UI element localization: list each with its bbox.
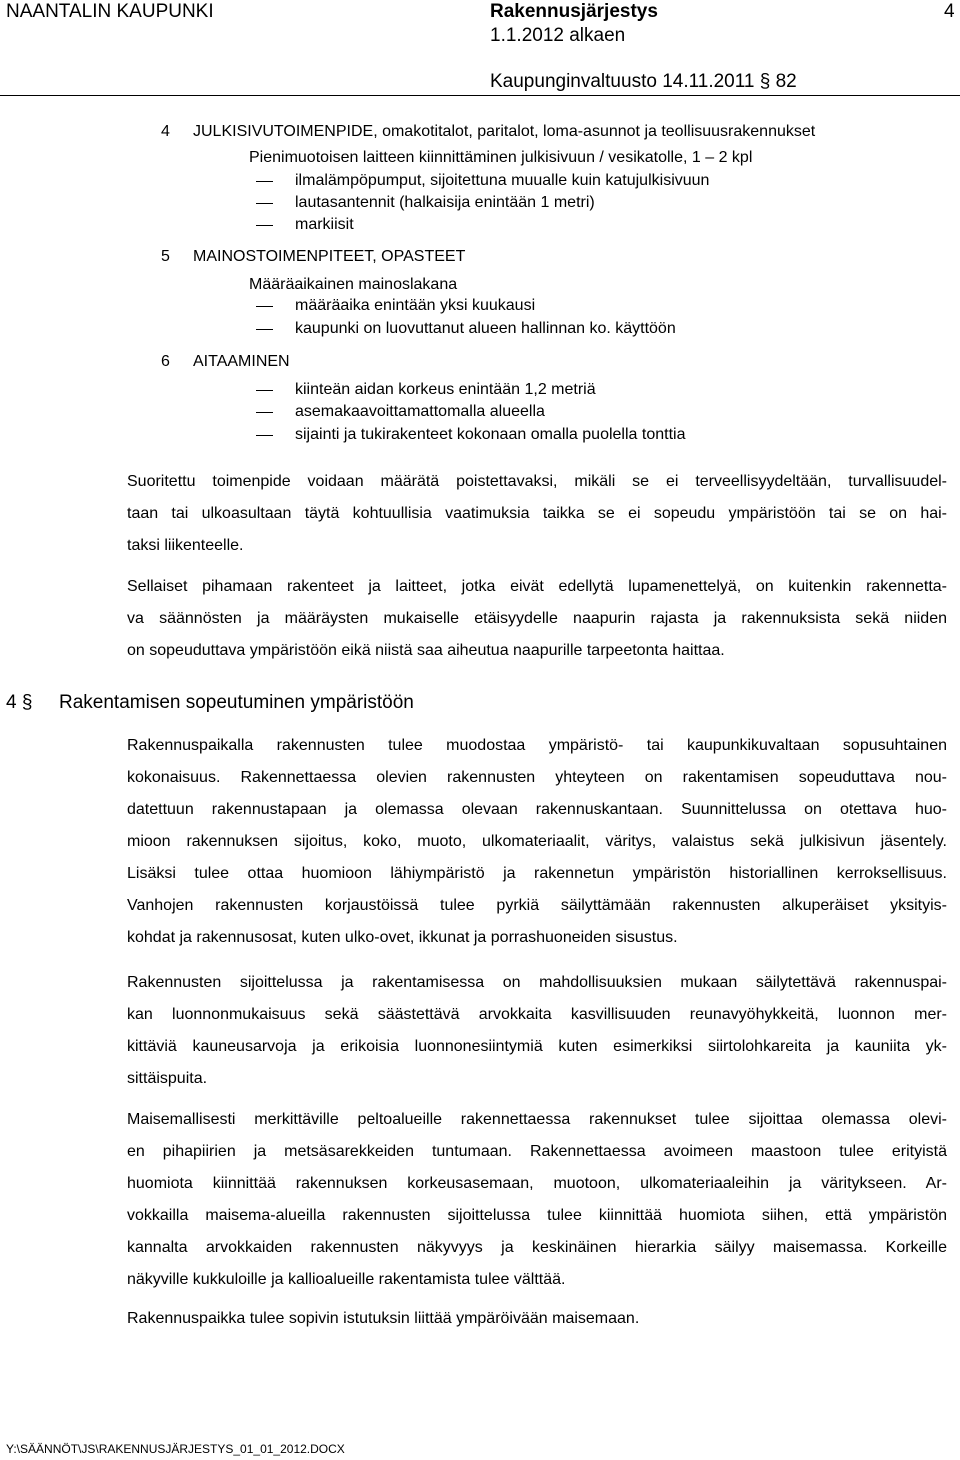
- item5-subtitle: Määräaikainen mainoslakana: [249, 276, 458, 293]
- text-line: datettuun rakennustapaan ja olemassa olevaan rakennuskantaan. Suunnittelussa on otettava huo-: [127, 801, 947, 818]
- item6-title: AITAAMINEN: [193, 353, 290, 370]
- item4-bullet-2: lautasantennit (halkaisija enintään 1 metri): [295, 194, 595, 211]
- text-line: Sellaiset pihamaan rakenteet ja laitteet, jotka eivät edellytä lupamenettelyä, on kuitenkin rakennetta-: [127, 578, 947, 595]
- text-line: mioon rakennuksen sijoitus, koko, muoto, ulkomateriaalit, väritys, valaistus sekä julkisivun jäsentely.: [127, 833, 947, 850]
- text-line: en pihapiirien ja metsäsarekkeiden tuntumaan. Rakennettaessa avoimeen maastoon tulee erityistä: [127, 1143, 947, 1160]
- text-line: Rakennuspaikalla rakennusten tulee muodostaa ympäristö- tai kaupunkikuvaltaan sopusuhtainen: [127, 737, 947, 754]
- item5-number: 5: [161, 248, 170, 265]
- item4-bullet-3: markiisit: [295, 216, 354, 233]
- item6-bullet-1: kiinteän aidan korkeus enintään 1,2 metriä: [295, 381, 596, 398]
- item5-title: MAINOSTOIMENPITEET, OPASTEET: [193, 248, 466, 265]
- text-line: Rakennuspaikka tulee sopivin istutuksin liittää ympäröivään maisemaan.: [127, 1310, 640, 1327]
- footer-file-path: Y:\SÄÄNNÖT\JS\RAKENNUSJÄRJESTYS_01_01_2012.DOCX: [6, 1442, 345, 1456]
- item4-title: JULKISIVUTOIMENPIDE, omakotitalot, paritalot, loma-asunnot ja teollisuusrakennukset: [193, 123, 816, 140]
- text-line: vokkailla maisema-alueilla rakennusten sijoittelussa tulee kiinnittää huomiota siihen, että ympäristön: [127, 1207, 947, 1224]
- text-line: näkyville kukkuloille ja kallioalueille rakentamista tulee välttää.: [127, 1271, 566, 1288]
- paragraph-planting: [127, 1303, 947, 1335]
- paragraph-landscape: [127, 1104, 947, 1296]
- text-line: sittäispuita.: [127, 1070, 208, 1087]
- text-line: kittäviä kauneusarvoja ja erikoisia luonnonesiintymiä kuten esimerkiksi siirtolohkareita ja kauniita yk-: [127, 1038, 947, 1055]
- bullet-dash: [256, 412, 273, 413]
- bullet-dash: [256, 329, 273, 330]
- paragraph-adaptation: [127, 730, 947, 954]
- text-line: kokonaisuus. Rakennettaessa olevien rakennusten yhteyteen on rakentamisen sopeuduttava nou-: [127, 769, 947, 786]
- paragraph-nature: [127, 967, 947, 1095]
- text-line: Maisemallisesti merkittäville peltoalueille rakennettaessa rakennukset tulee sijoittaa olemassa olevi-: [127, 1111, 947, 1128]
- bullet-dash: [256, 203, 273, 204]
- text-line: kan luonnonmukaisuus sekä säästettävä arvokkaita kasvillisuuden reunavyöhykkeitä, luonnon mer-: [127, 1006, 947, 1023]
- header-rule: [0, 95, 960, 96]
- text-line: va säännösten ja määräysten mukaiselle etäisyydelle naapurin rajasta ja rakennuksista sekä niiden: [127, 610, 947, 627]
- text-line: kannalta arvokkaiden rakennusten näkyvyys ja keskinäinen hierarkia säilyy maisemassa. Korkeille: [127, 1239, 947, 1256]
- item6-bullet-3: sijainti ja tukirakenteet kokonaan omalla puolella tonttia: [295, 426, 686, 443]
- item5-bullet-2: kaupunki on luovuttanut alueen hallinnan ko. käyttöön: [295, 320, 676, 337]
- bullet-dash: [256, 435, 273, 436]
- header-org: NAANTALIN KAUPUNKI: [6, 1, 214, 22]
- bullet-dash: [256, 390, 273, 391]
- item6-bullet-2: asemakaavoittamattomalla alueella: [295, 403, 545, 420]
- item4-subtitle: Pienimuotoisen laitteen kiinnittäminen julkisivuun / vesikatolle, 1 – 2 kpl: [249, 149, 753, 166]
- item6-number: 6: [161, 353, 170, 370]
- text-line: taksi liikenteelle.: [127, 537, 244, 554]
- item4-bullet-1: ilmalämpöpumput, sijoitettuna muualle kuin katujulkisivuun: [295, 172, 710, 189]
- item4-number: 4: [161, 123, 170, 140]
- paragraph-yard-structures: [127, 571, 947, 667]
- bullet-dash: [256, 225, 273, 226]
- paragraph-removal: [127, 466, 947, 562]
- header-page-number: 4: [944, 1, 955, 22]
- section-number: 4 §: [6, 692, 33, 713]
- bullet-dash: [256, 306, 273, 307]
- text-line: Lisäksi tulee ottaa huomioon lähiympäristö ja rakennetun ympäristön historiallinen kerroksellisuus.: [127, 865, 947, 882]
- text-line: on sopeuduttava ympäristöön eikä niistä saa aiheutua naapurille tarpeetonta haittaa.: [127, 642, 725, 659]
- text-line: Rakennusten sijoittelussa ja rakentamisessa on mahdollisuuksien mukaan säilytettävä rakennuspai-: [127, 974, 947, 991]
- text-line: Suoritettu toimenpide voidaan määrätä poistettavaksi, mikäli se ei terveellisyydeltään, turvallisuudel-: [127, 473, 947, 490]
- text-line: Vanhojen rakennusten korjaustöissä tulee pyrkiä säilyttämään rakennusten alkuperäiset yksityis-: [127, 897, 947, 914]
- item5-bullet-1: määräaika enintään yksi kuukausi: [295, 297, 536, 314]
- section-title: Rakentamisen sopeutuminen ympäristöön: [59, 692, 414, 713]
- header-doc-title: Rakennusjärjestys: [490, 1, 658, 22]
- header-valid-from: 1.1.2012 alkaen: [490, 25, 626, 46]
- text-line: taan tai ulkoasultaan täytä kohtuullisia vaatimuksia taikka se ei sopeudu ympäristöön tai se on hai-: [127, 505, 947, 522]
- header-approval: Kaupunginvaltuusto 14.11.2011 § 82: [490, 71, 797, 92]
- text-line: kohdat ja rakennusosat, kuten ulko-ovet, ikkunat ja porrashuoneiden sisustus.: [127, 929, 678, 946]
- bullet-dash: [256, 181, 273, 182]
- text-line: huomiota kiinnittää rakennuksen korkeusasemaan, muotoon, ulkomateriaaleihin ja väritykseen. Ar-: [127, 1175, 947, 1192]
